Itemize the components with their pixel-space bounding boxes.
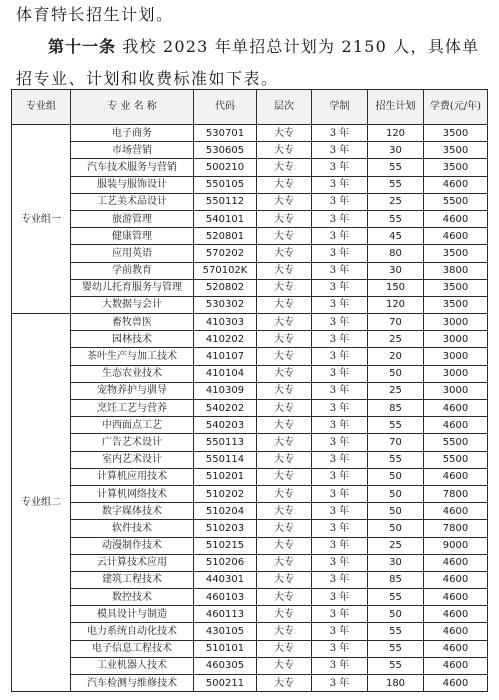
major-name-cell: 旅游管理 [71,210,194,227]
fee-cell: 4600 [424,657,488,674]
fee-cell: 3500 [424,296,488,313]
major-name-cell: 中西面点工艺 [71,417,194,434]
major-name-cell: 婴幼儿托育服务与管理 [71,279,194,296]
code-cell: 570202 [194,245,257,262]
plan-cell: 25 [368,382,424,399]
duration-cell: 3 年 [312,657,368,674]
duration-cell: 3 年 [312,571,368,588]
level-cell: 大专 [257,537,312,554]
code-cell: 550105 [194,176,257,193]
fee-cell: 4600 [424,210,488,227]
level-cell: 大专 [257,589,312,606]
fee-cell: 4600 [424,417,488,434]
code-cell: 410309 [194,382,257,399]
plan-cell: 55 [368,657,424,674]
table-row [12,159,488,176]
major-name-cell: 模具设计与制造 [71,606,194,623]
table-row [12,296,488,313]
duration-cell: 3 年 [312,296,368,313]
level-cell: 大专 [257,296,312,313]
enrollment-plan-table [11,89,488,692]
code-cell: 520802 [194,279,257,296]
major-name-cell: 应用英语 [71,245,194,262]
table-row [12,331,488,348]
plan-cell: 55 [368,417,424,434]
table-row [12,623,488,640]
major-name-cell: 大数据与会计 [71,296,194,313]
level-cell: 大专 [257,228,312,245]
code-cell: 410104 [194,365,257,382]
code-cell: 570102K [194,262,257,279]
group-cell: 专业组二 [12,314,71,692]
duration-cell: 3 年 [312,434,368,451]
plan-cell: 55 [368,159,424,176]
plan-cell: 50 [368,520,424,537]
fee-cell: 3000 [424,348,488,365]
table-row [12,451,488,468]
table-body [12,125,488,692]
major-name-cell: 工艺美术品设计 [71,193,194,210]
fee-cell: 3000 [424,365,488,382]
header-fee: 学费(元/年) [424,90,488,125]
duration-cell: 3 年 [312,468,368,485]
fee-cell: 3500 [424,245,488,262]
duration-cell: 3 年 [312,520,368,537]
code-cell: 520801 [194,228,257,245]
level-cell: 大专 [257,142,312,159]
code-cell: 510206 [194,554,257,571]
table-row [12,468,488,485]
header-name: 专 业 名 称 [71,90,194,125]
plan-cell: 20 [368,348,424,365]
major-name-cell: 云计算技术应用 [71,554,194,571]
level-cell: 大专 [257,434,312,451]
major-name-cell: 茶叶生产与加工技术 [71,348,194,365]
table-row [12,176,488,193]
plan-cell: 85 [368,571,424,588]
level-cell: 大专 [257,159,312,176]
table-row [12,434,488,451]
duration-cell: 3 年 [312,451,368,468]
fee-cell: 3000 [424,314,488,331]
major-name-cell: 汽车技术服务与营销 [71,159,194,176]
duration-cell: 3 年 [312,228,368,245]
code-cell: 550113 [194,434,257,451]
level-cell: 大专 [257,348,312,365]
major-name-cell: 建筑工程技术 [71,571,194,588]
header-level: 层次 [257,90,312,125]
plan-cell: 55 [368,451,424,468]
duration-cell: 3 年 [312,314,368,331]
table-row [12,554,488,571]
major-name-cell: 宠物养护与驯导 [71,382,194,399]
table-row [12,675,488,692]
level-cell: 大专 [257,675,312,692]
level-cell: 大专 [257,623,312,640]
table-row [12,365,488,382]
code-cell: 530302 [194,296,257,313]
plan-cell: 70 [368,314,424,331]
duration-cell: 3 年 [312,348,368,365]
major-name-cell: 电力系统自动化技术 [71,623,194,640]
level-cell: 大专 [257,245,312,262]
major-name-cell: 生态农业技术 [71,365,194,382]
fee-cell: 5500 [424,451,488,468]
plan-cell: 50 [368,365,424,382]
code-cell: 540101 [194,210,257,227]
code-cell: 550114 [194,451,257,468]
table-row [12,245,488,262]
duration-cell: 3 年 [312,400,368,417]
article-number: 第十一条 [48,37,117,56]
level-cell: 大专 [257,640,312,657]
fee-cell: 5500 [424,193,488,210]
code-cell: 500211 [194,675,257,692]
fee-cell: 3500 [424,159,488,176]
header-code: 代码 [194,90,257,125]
fee-cell: 4600 [424,400,488,417]
code-cell: 410107 [194,348,257,365]
plan-cell: 50 [368,503,424,520]
major-name-cell: 广告艺术设计 [71,434,194,451]
fee-cell: 4600 [424,675,488,692]
duration-cell: 3 年 [312,554,368,571]
table-row [12,417,488,434]
code-cell: 540202 [194,400,257,417]
fee-cell: 4600 [424,589,488,606]
duration-cell: 3 年 [312,176,368,193]
duration-cell: 3 年 [312,365,368,382]
fee-cell: 4600 [424,228,488,245]
fee-cell: 4600 [424,606,488,623]
duration-cell: 3 年 [312,675,368,692]
plan-cell: 55 [368,210,424,227]
plan-cell: 150 [368,279,424,296]
code-cell: 510201 [194,468,257,485]
code-cell: 540203 [194,417,257,434]
major-name-cell: 数字媒体技术 [71,503,194,520]
duration-cell: 3 年 [312,262,368,279]
level-cell: 大专 [257,554,312,571]
level-cell: 大专 [257,382,312,399]
plan-cell: 120 [368,296,424,313]
major-name-cell: 电子信息工程技术 [71,640,194,657]
fee-cell: 5500 [424,434,488,451]
major-name-cell: 动漫制作技术 [71,537,194,554]
fee-cell: 4600 [424,176,488,193]
level-cell: 大专 [257,314,312,331]
table-row [12,314,488,331]
fee-cell: 3000 [424,382,488,399]
code-cell: 530605 [194,142,257,159]
table-row [12,485,488,502]
fee-cell: 4600 [424,468,488,485]
major-name-cell: 计算机网络技术 [71,485,194,502]
plan-cell: 25 [368,537,424,554]
major-name-cell: 工业机器人技术 [71,657,194,674]
plan-cell: 55 [368,640,424,657]
code-cell: 510203 [194,520,257,537]
duration-cell: 3 年 [312,485,368,502]
plan-cell: 50 [368,485,424,502]
code-cell: 530701 [194,125,257,142]
fee-cell: 4600 [424,571,488,588]
level-cell: 大专 [257,210,312,227]
duration-cell: 3 年 [312,279,368,296]
plan-cell: 70 [368,434,424,451]
duration-cell: 3 年 [312,606,368,623]
table-row [12,520,488,537]
fee-cell: 3500 [424,279,488,296]
code-cell: 510204 [194,503,257,520]
major-name-cell: 市场营销 [71,142,194,159]
code-cell: 430105 [194,623,257,640]
plan-cell: 50 [368,606,424,623]
plan-cell: 45 [368,228,424,245]
major-name-cell: 学前教育 [71,262,194,279]
fee-cell: 4600 [424,640,488,657]
plan-cell: 120 [368,125,424,142]
table-row [12,537,488,554]
code-cell: 440301 [194,571,257,588]
code-cell: 510202 [194,485,257,502]
code-cell: 500210 [194,159,257,176]
level-cell: 大专 [257,657,312,674]
header-duration: 学制 [312,90,368,125]
code-cell: 510215 [194,537,257,554]
duration-cell: 3 年 [312,623,368,640]
major-name-cell: 服装与服饰设计 [71,176,194,193]
major-name-cell: 汽车检测与维修技术 [71,675,194,692]
level-cell: 大专 [257,451,312,468]
plan-cell: 55 [368,589,424,606]
group-cell: 专业组一 [12,125,71,314]
article-text: 我校 2023 年单招总计划为 2150 人，具体单 [122,37,480,56]
table-row [12,400,488,417]
duration-cell: 3 年 [312,245,368,262]
level-cell: 大专 [257,262,312,279]
plan-cell: 80 [368,245,424,262]
table-row [12,228,488,245]
code-cell: 460113 [194,606,257,623]
table-row [12,589,488,606]
plan-cell: 85 [368,400,424,417]
fee-cell: 4600 [424,623,488,640]
level-cell: 大专 [257,176,312,193]
major-name-cell: 园林技术 [71,331,194,348]
plan-cell: 55 [368,176,424,193]
code-cell: 460103 [194,589,257,606]
table-row [12,503,488,520]
fee-cell: 3500 [424,142,488,159]
plan-cell: 180 [368,675,424,692]
table-row [12,348,488,365]
level-cell: 大专 [257,485,312,502]
duration-cell: 3 年 [312,640,368,657]
duration-cell: 3 年 [312,417,368,434]
table-row [12,279,488,296]
duration-cell: 3 年 [312,210,368,227]
major-name-cell: 畜牧兽医 [71,314,194,331]
level-cell: 大专 [257,400,312,417]
duration-cell: 3 年 [312,331,368,348]
fee-cell: 7800 [424,485,488,502]
major-name-cell: 健康管理 [71,228,194,245]
level-cell: 大专 [257,279,312,296]
table-row [12,657,488,674]
table-row [12,125,488,142]
plan-cell: 30 [368,554,424,571]
code-cell: 410303 [194,314,257,331]
major-name-cell: 室内艺术设计 [71,451,194,468]
table-row [12,142,488,159]
duration-cell: 3 年 [312,503,368,520]
major-name-cell: 软件技术 [71,520,194,537]
table-row [12,382,488,399]
duration-cell: 3 年 [312,142,368,159]
code-cell: 510101 [194,640,257,657]
level-cell: 大专 [257,503,312,520]
plan-cell: 55 [368,623,424,640]
article-line [48,34,479,57]
major-name-cell: 烹饪工艺与营养 [71,400,194,417]
code-cell: 460305 [194,657,257,674]
table-row [12,193,488,210]
duration-cell: 3 年 [312,589,368,606]
article-continuation: 招专业、计划和收费标准如下表。 [16,69,279,88]
table-header-row [12,90,488,125]
table-row [12,210,488,227]
fee-cell: 3000 [424,331,488,348]
level-cell: 大专 [257,331,312,348]
table-row [12,606,488,623]
duration-cell: 3 年 [312,537,368,554]
major-name-cell: 电子商务 [71,125,194,142]
fee-cell: 4600 [424,503,488,520]
plan-cell: 30 [368,142,424,159]
fee-cell: 9000 [424,537,488,554]
duration-cell: 3 年 [312,125,368,142]
level-cell: 大专 [257,520,312,537]
fee-cell: 3800 [424,262,488,279]
level-cell: 大专 [257,125,312,142]
plan-cell: 25 [368,193,424,210]
level-cell: 大专 [257,365,312,382]
plan-cell: 30 [368,262,424,279]
code-cell: 550112 [194,193,257,210]
table-row [12,571,488,588]
level-cell: 大专 [257,606,312,623]
header-plan: 招生计划 [368,90,424,125]
plan-cell: 25 [368,331,424,348]
duration-cell: 3 年 [312,382,368,399]
table-row [12,262,488,279]
fee-cell: 3500 [424,125,488,142]
plan-cell: 50 [368,468,424,485]
duration-cell: 3 年 [312,159,368,176]
major-name-cell: 计算机应用技术 [71,468,194,485]
fee-cell: 4600 [424,554,488,571]
duration-cell: 3 年 [312,193,368,210]
code-cell: 410202 [194,331,257,348]
level-cell: 大专 [257,417,312,434]
fee-cell: 7800 [424,520,488,537]
table-row [12,640,488,657]
level-cell: 大专 [257,193,312,210]
major-name-cell: 数控技术 [71,589,194,606]
level-cell: 大专 [257,571,312,588]
header-group: 专业组 [12,90,71,125]
intro-line: 体育特长招生计划。 [16,5,174,24]
level-cell: 大专 [257,468,312,485]
